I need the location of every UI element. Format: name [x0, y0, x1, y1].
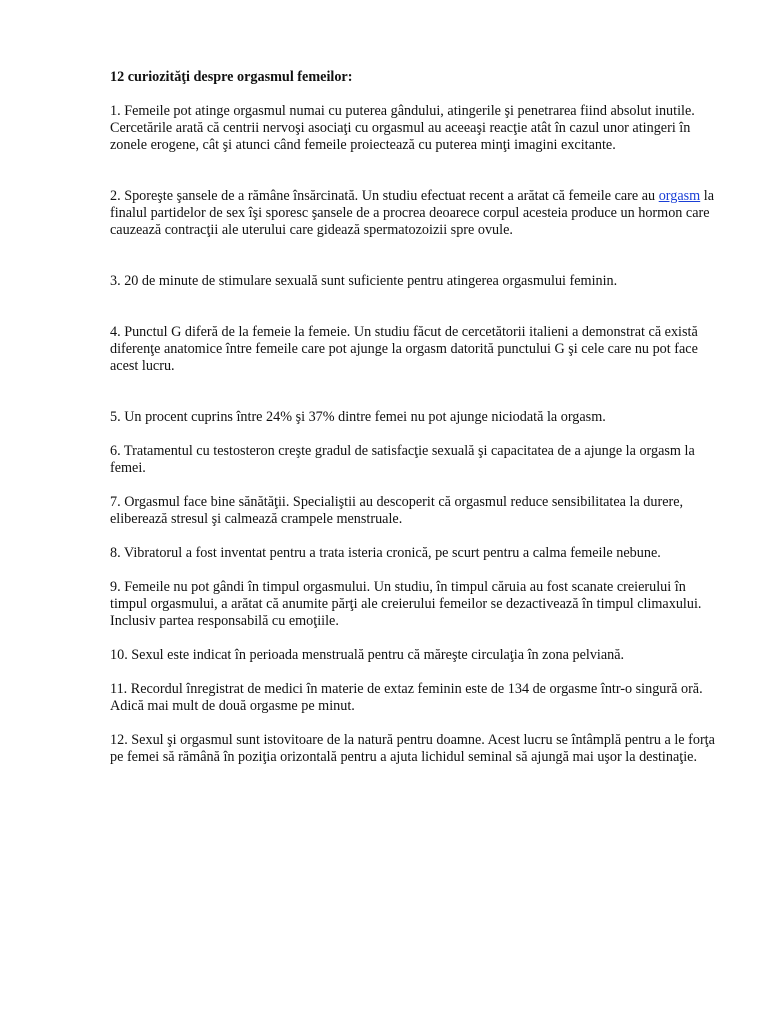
paragraph-1: 1. Femeile pot atinge orgasmul numai cu puterea gândului, atingerile şi penetrarea fiind absolut inutile. Cercetările arată că centrii nervoşi asociaţi cu orgasmul au aceeaşi reacţie atât în cazul unor atingeri în zonele erogene, cât şi atunci când femeile proiectează cu puterea minţi imagini excitante. [110, 103, 695, 153]
paragraph-11: 11. Recordul înregistrat de medici în materie de extaz feminin este de 134 de orgasme într-o singură oră. Adică mai mult de două orgasme pe minut. [110, 681, 703, 714]
paragraph-2-text-before: 2. Sporeşte şansele de a rămâne însărcinată. Un studiu efectuat recent a arătat că femeile care au [110, 188, 659, 204]
paragraph-12: 12. Sexul şi orgasmul sunt istovitoare de la natură pentru doamne. Acest lucru se întâmplă pentru a le forţa pe femei să rămână în poziţia orizontală pentru a ajuta lichidul seminal să ajungă mai uşor la destinaţie. [110, 732, 715, 765]
orgasm-link[interactable]: orgasm [658, 188, 701, 204]
paragraph-7: 7. Orgasmul face bine sănătăţii. Specialiştii au descoperit că orgasmul reduce sensibilitatea la durere, eliberează stresul şi calmează crampele menstruale. [110, 494, 684, 527]
paragraph-5: 5. Un procent cuprins între 24% şi 37% dintre femei nu pot ajunge niciodată la orgasm. [110, 409, 606, 425]
document-page [110, 69, 720, 766]
paragraph-8: 8. Vibratorul a fost inventat pentru a trata isteria cronică, pe scurt pentru a calma femeile nebune. [110, 545, 661, 561]
paragraph-6: 6. Tratamentul cu testosteron creşte gradul de satisfacţie sexuală şi capacitatea de a ajunge la orgasm la femei. [110, 443, 695, 476]
paragraph-3: 3. 20 de minute de stimulare sexuală sunt suficiente pentru atingerea orgasmului feminin. [110, 273, 618, 289]
paragraph-9: 9. Femeile nu pot gândi în timpul orgasmului. Un studiu, în timpul căruia au fost scanate creierului în timpul orgasmului, a arătat că anumite părţi ale creierului femeilor se dezactivează în timpul climaxului. Inclusiv partea responsabilă cu emoţiile. [110, 579, 702, 629]
paragraph-2-text-after: la finalul partidelor de sex îşi sporesc şansele de a procrea deoarece corpul acesteia produce un hormon care cauzează contracţii ale uterului care gidează spermatozoizii spre ovule. [110, 188, 715, 238]
paragraph-2 [110, 188, 720, 239]
document-title: 12 curiozităţi despre orgasmul femeilor: [110, 69, 353, 85]
paragraph-4: 4. Punctul G diferă de la femeie la femeie. Un studiu făcut de cercetătorii italieni a demonstrat că există diferenţe anatomice între femeile care pot ajunge la orgasm datorită punctului G şi cele care nu pot face acest lucru. [110, 324, 698, 374]
paragraph-10: 10. Sexul este indicat în perioada menstruală pentru că măreşte circulaţia în zona pelviană. [110, 647, 625, 663]
